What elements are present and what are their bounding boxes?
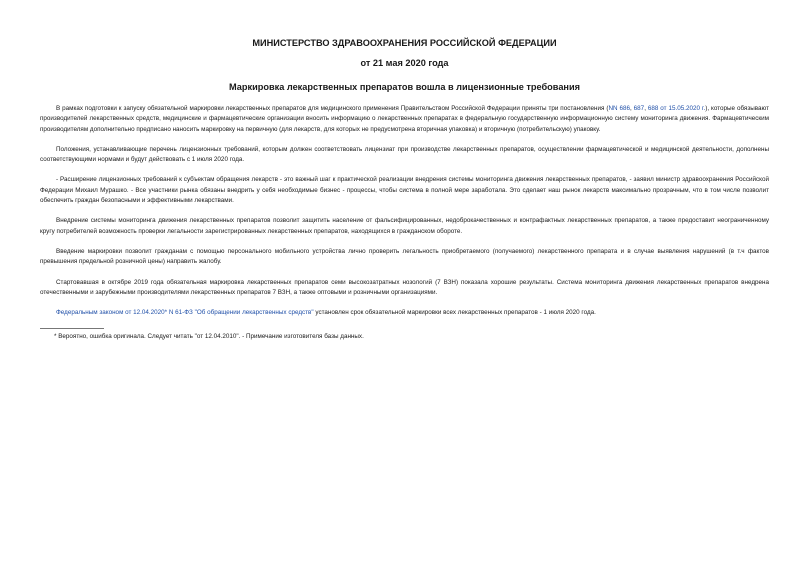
resolution-687-link[interactable]: 687 — [633, 105, 645, 112]
footnote: * Вероятно, ошибка оригинала. Следует читать "от 12.04.2010". - Примечание изготовителя базы данных. — [54, 333, 364, 341]
separator: , — [629, 105, 634, 112]
paragraph-5: Введение маркировки позволит гражданам с помощью персонального мобильного устройства лично проверить легальность приобретаемого (получаемого) лекарственного препарата и в случае выявления нарушений (в т.ч фактов превышения предельной розничной цены) направить жалобу. — [40, 247, 769, 266]
paragraph-7 — [40, 308, 769, 318]
paragraph-1-text-post: ), которые обязывают производителей лекарственных средств, медицинские и фармацевтические организации вносить информацию о лекарственных препаратах в федеральную государственную информационную систему мониторинга движения. Фармацевтическим производителям дополнительно предписано наносить маркировку на первичную (для лекарств, для которых не предусмотрена вторичная упаковка) и вторичную (потребительскую) упаковку. — [40, 105, 769, 133]
footnote-divider — [40, 328, 104, 329]
resolution-686-link[interactable]: NN 686 — [608, 105, 630, 112]
ministry-heading: МИНИСТЕРСТВО ЗДРАВООХРАНЕНИЯ РОССИЙСКОЙ ФЕДЕРАЦИИ — [252, 38, 557, 48]
federal-law-link[interactable]: Федеральным законом от 12.04.2020* N 61-ФЗ "Об обращении лекарственных средств" — [56, 309, 314, 317]
paragraph-3: - Расширение лицензионных требований к субъектам обращения лекарств - это важный шаг к практической реализации внедрения системы мониторинга движения лекарственных препаратов, - заявил министр здравоохранения Российской Федерации Михаил Мурашко. - Все участники рынка обязаны внедрить у себя необходимые бизнес - процессы, чтобы система в полной мере заработала. Это сделает наш рынок лекарств максимально прозрачным, что в том числе позволит обеспечить граждан безопасными и эффективными лекарствами. — [40, 176, 769, 205]
paragraph-7-text-post: установлен срок обязательной маркировки всех лекарственных препаратов - 1 июля 2020 года. — [313, 309, 596, 317]
paragraph-2: Положения, устанавливающие перечень лицензионных требований, которым должен соответствовать лицензиат при производстве лекарственных препаратов, осуществлении фармацевтической и медицинской деятельности, дополнены соответствующими нормами и будут действовать с 1 июля 2020 года. — [40, 145, 769, 164]
paragraph-4: Внедрение системы мониторинга движения лекарственных препаратов позволит защитить население от фальсифицированных, недоброкачественных и контрафактных лекарственных препаратов, а также предоставит неограниченному кругу потребителей возможность проверки легальности зарегистрированных лекарственных препаратов, находящихся в гражданском обороте. — [40, 217, 769, 235]
paragraph-1 — [40, 104, 769, 135]
document-date: от 21 мая 2020 года — [360, 58, 449, 68]
document-body — [40, 104, 769, 342]
paragraph-1-text-pre: В рамках подготовки к запуску обязательной маркировки лекарственных препаратов для медицинского применения Правительством Российской Федерации приняты три постановления ( — [56, 105, 609, 112]
document-title: Маркировка лекарственных препаратов вошла в лицензионные требования — [228, 82, 580, 92]
resolution-688-link[interactable]: 688 от 15.05.2020 г. — [647, 105, 706, 112]
separator: , — [644, 105, 648, 112]
paragraph-6: Стартовавшая в октябре 2019 года обязательная маркировка лекарственных препаратов семи высокозатратных нозологий (7 ВЗН) показала хорошие результаты. Система мониторинга движения лекарственных препаратов внедрена отечественными и зарубежными производителями лекарственных препаратов 7 ВЗН, а также оптовыми и розничными организациями. — [40, 278, 769, 296]
